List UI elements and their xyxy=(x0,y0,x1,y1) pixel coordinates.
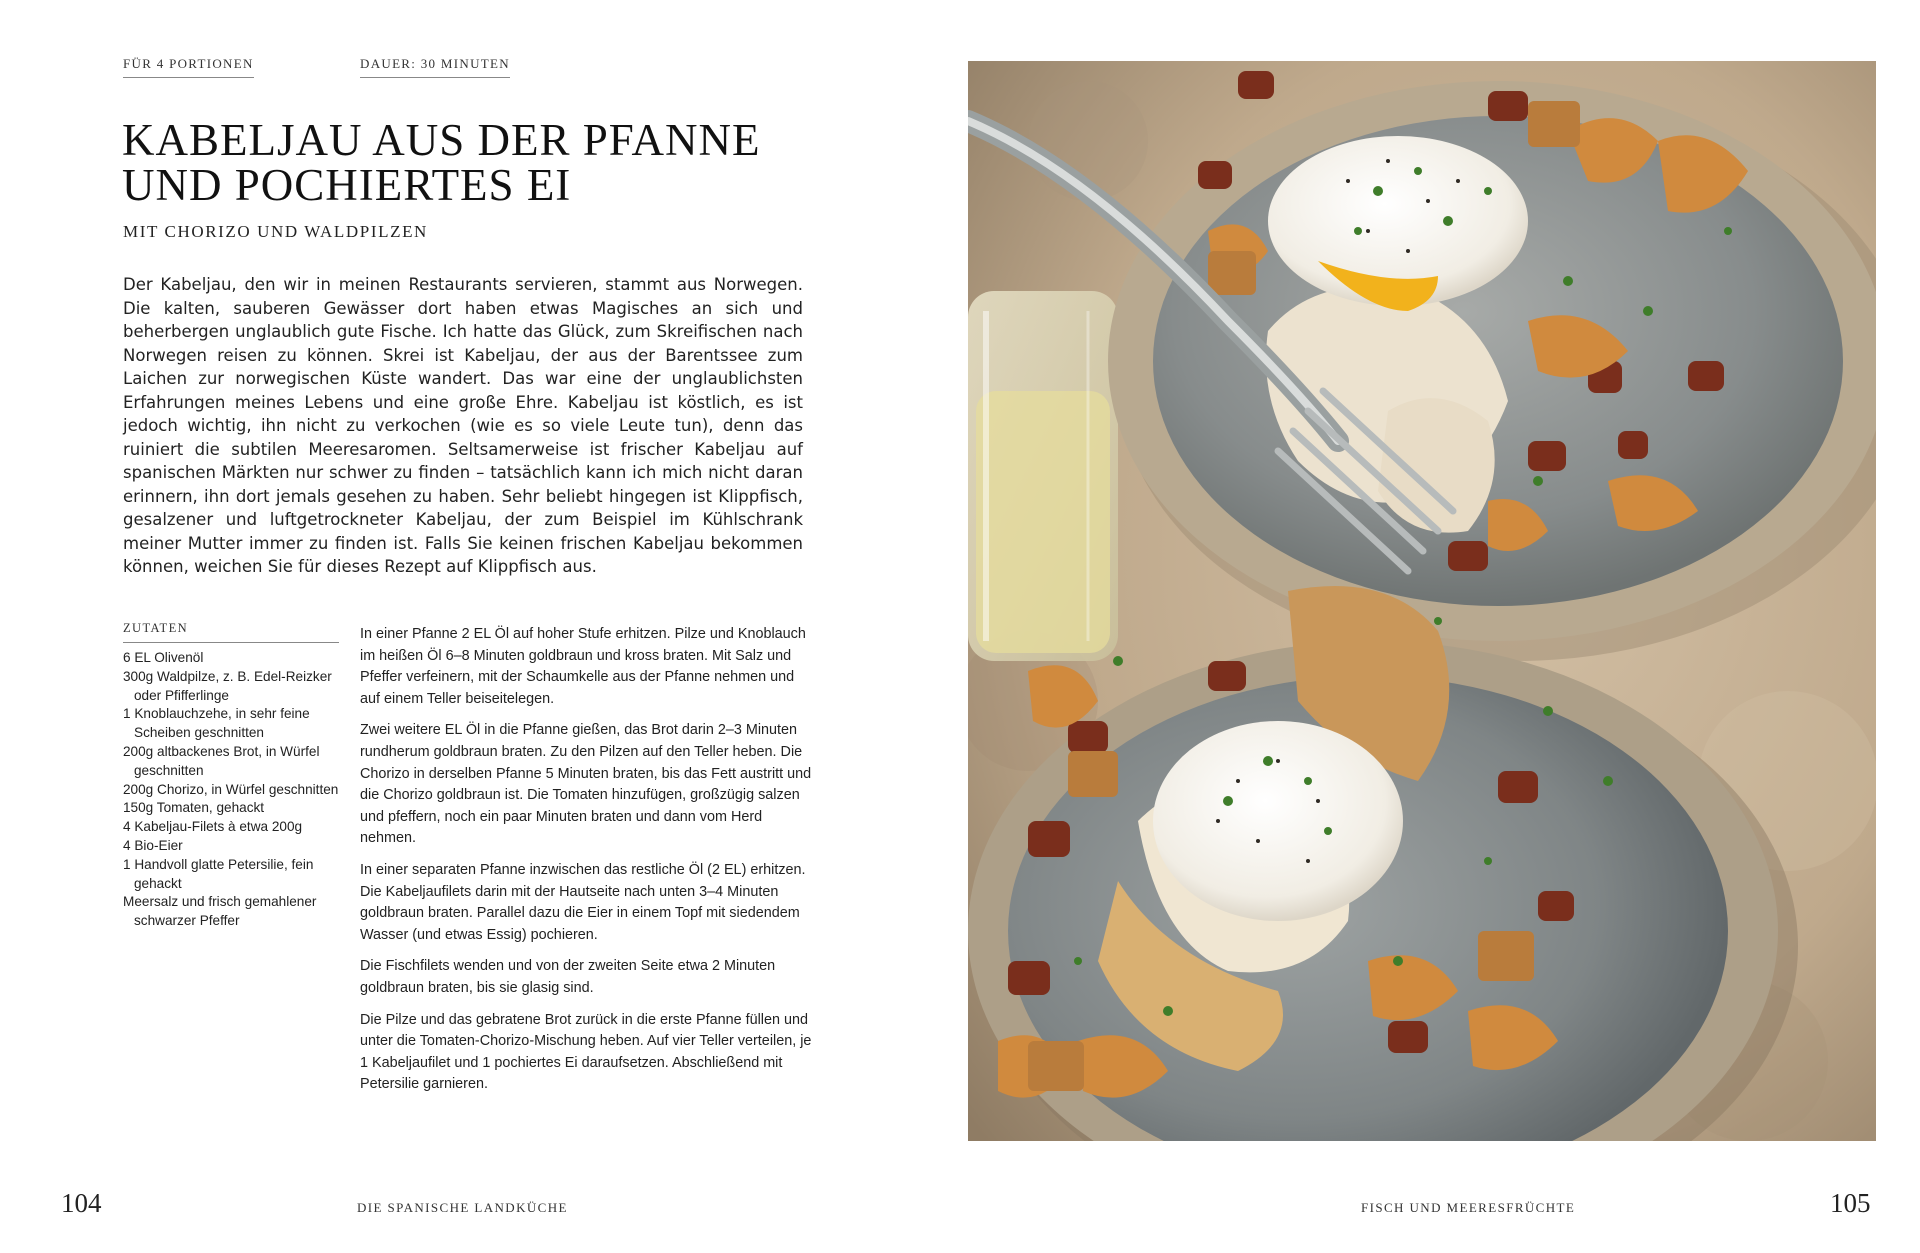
page-number-right: 105 xyxy=(1830,1188,1871,1218)
running-title-right: FISCH UND MEERESFRÜCHTE xyxy=(1361,1200,1576,1215)
duration-label: DAUER: 30 MINUTEN xyxy=(360,56,510,78)
running-title-left: DIE SPANISCHE LANDKÜCHE xyxy=(357,1200,568,1215)
ingredient-item: 300g Waldpilze, z. B. Edel-Reizker oder Pfifferlinge xyxy=(123,668,332,703)
ingredient-item: 4 Bio-Eier xyxy=(123,837,183,853)
ingredient-item: 4 Kabeljau-Filets à etwa 200g xyxy=(123,819,303,835)
ingredients-block xyxy=(123,621,339,931)
ingredient-item: 200g altbackenes Brot, in Würfel geschnitten xyxy=(123,743,320,778)
ingredient-item: 6 EL Olivenöl xyxy=(123,650,204,665)
ingredient-item: 1 Handvoll glatte Petersilie, fein gehackt xyxy=(123,856,314,891)
method-step: In einer separaten Pfanne inzwischen das restliche Öl (2 EL) erhitzen. Die Kabeljaufilets darin mit der Hautseite nach unten 3–4 Minuten goldbraun braten. Parallel dazu die Eier in einem Topf mit siedendem Wasser (und etwas Essig) pochieren. xyxy=(360,861,806,943)
page-number-left: 104 xyxy=(61,1188,102,1218)
method-step: Die Fischfilets wenden und von der zweiten Seite etwa 2 Minuten goldbraun braten, bis sie glasig sind. xyxy=(360,958,776,996)
recipe-subtitle: MIT CHORIZO UND WALDPILZEN xyxy=(123,222,428,241)
recipe-title: KABELJAU AUS DER PFANNE UND POCHIERTES EI xyxy=(122,115,761,210)
method-steps xyxy=(360,624,815,1106)
ingredient-item: 1 Knoblauchzehe, in sehr feine Scheiben geschnitten xyxy=(123,706,310,741)
method-step: Die Pilze und das gebratene Brot zurück in die erste Pfanne füllen und unter die Tomaten-Chorizo-Mischung heben. Auf vier Teller verteilen, je 1 Kabeljaufilet und 1 pochiertes Ei daraufsetzen. Abschließend mit Petersilie garnieren. xyxy=(360,1011,812,1093)
ingredients-list xyxy=(123,649,339,931)
ingredient-item: 200g Chorizo, in Würfel geschnitten xyxy=(123,781,339,797)
ingredient-item: 150g Tomaten, gehackt xyxy=(123,800,265,816)
servings-label: FÜR 4 PORTIONEN xyxy=(123,56,254,78)
method-step: In einer Pfanne 2 EL Öl auf hoher Stufe erhitzen. Pilze und Knoblauch im heißen Öl 6–8 Minuten goldbraun und kross braten. Mit Salz und Pfeffer verfeinern, mit der Schaumkelle aus der Pfanne nehmen und auf einem Teller beiseitelegen. xyxy=(360,626,806,707)
ingredients-heading: ZUTATEN xyxy=(123,621,339,643)
ingredient-item: Meersalz und frisch gemahlener schwarzer Pfeffer xyxy=(123,894,317,929)
wine-glass xyxy=(968,291,1118,661)
recipe-intro: Der Kabeljau, den wir in meinen Restaurants servieren, stammt aus Norwegen. Die kalten, sauberen Gewässer dort haben etwas Magisches an sich und beherbergen unglaublich gute Fische. Ich hatte das Glück, zum Skreifischen nach Norwegen reisen zu können. Skrei ist Kabeljau, der aus der Barentssee zum Laichen zur norwegischen Küste wandert. Das war eine der unglaublichsten Erfahrungen meines Lebens und eine große Ehre. Kabeljau ist köstlich, es ist jedoch wichtig, ihn nicht zu verkochen (wie es so viele Leute tun), denn das ruiniert die subtilen Meeresaromen. Seltsamerweise ist frischer Kabeljau auf spanischen Märkten nur schwer zu finden – tatsächlich kann ich mich nicht daran erinnern, ihn dort jemals gesehen zu haben. Sehr beliebt hingegen ist Klippfisch, gesalzener und luftgetrockneter Kabeljau, der zum Beispiel im Kühlschrank meiner Mutter immer zu finden ist. Falls Sie keinen frischen Kabeljau bekommen können, weichen Sie für dieses Rezept auf Klippfisch aus. xyxy=(123,275,803,576)
method-step: Zwei weitere EL Öl in die Pfanne gießen, das Brot darin 2–3 Minuten rundherum goldbraun braten. Zu den Pilzen auf den Teller heben. Die Chorizo in derselben Pfanne 5 Minuten braten, bis das Fett austritt und die Chorizo goldbraun ist. Die Tomaten hinzufügen, großzügig salzen und pfeffern, noch ein paar Minuten braten und dann vom Herd nehmen. xyxy=(360,722,812,847)
dish-photo xyxy=(968,61,1876,1141)
poached-egg-bottom xyxy=(1153,721,1403,921)
